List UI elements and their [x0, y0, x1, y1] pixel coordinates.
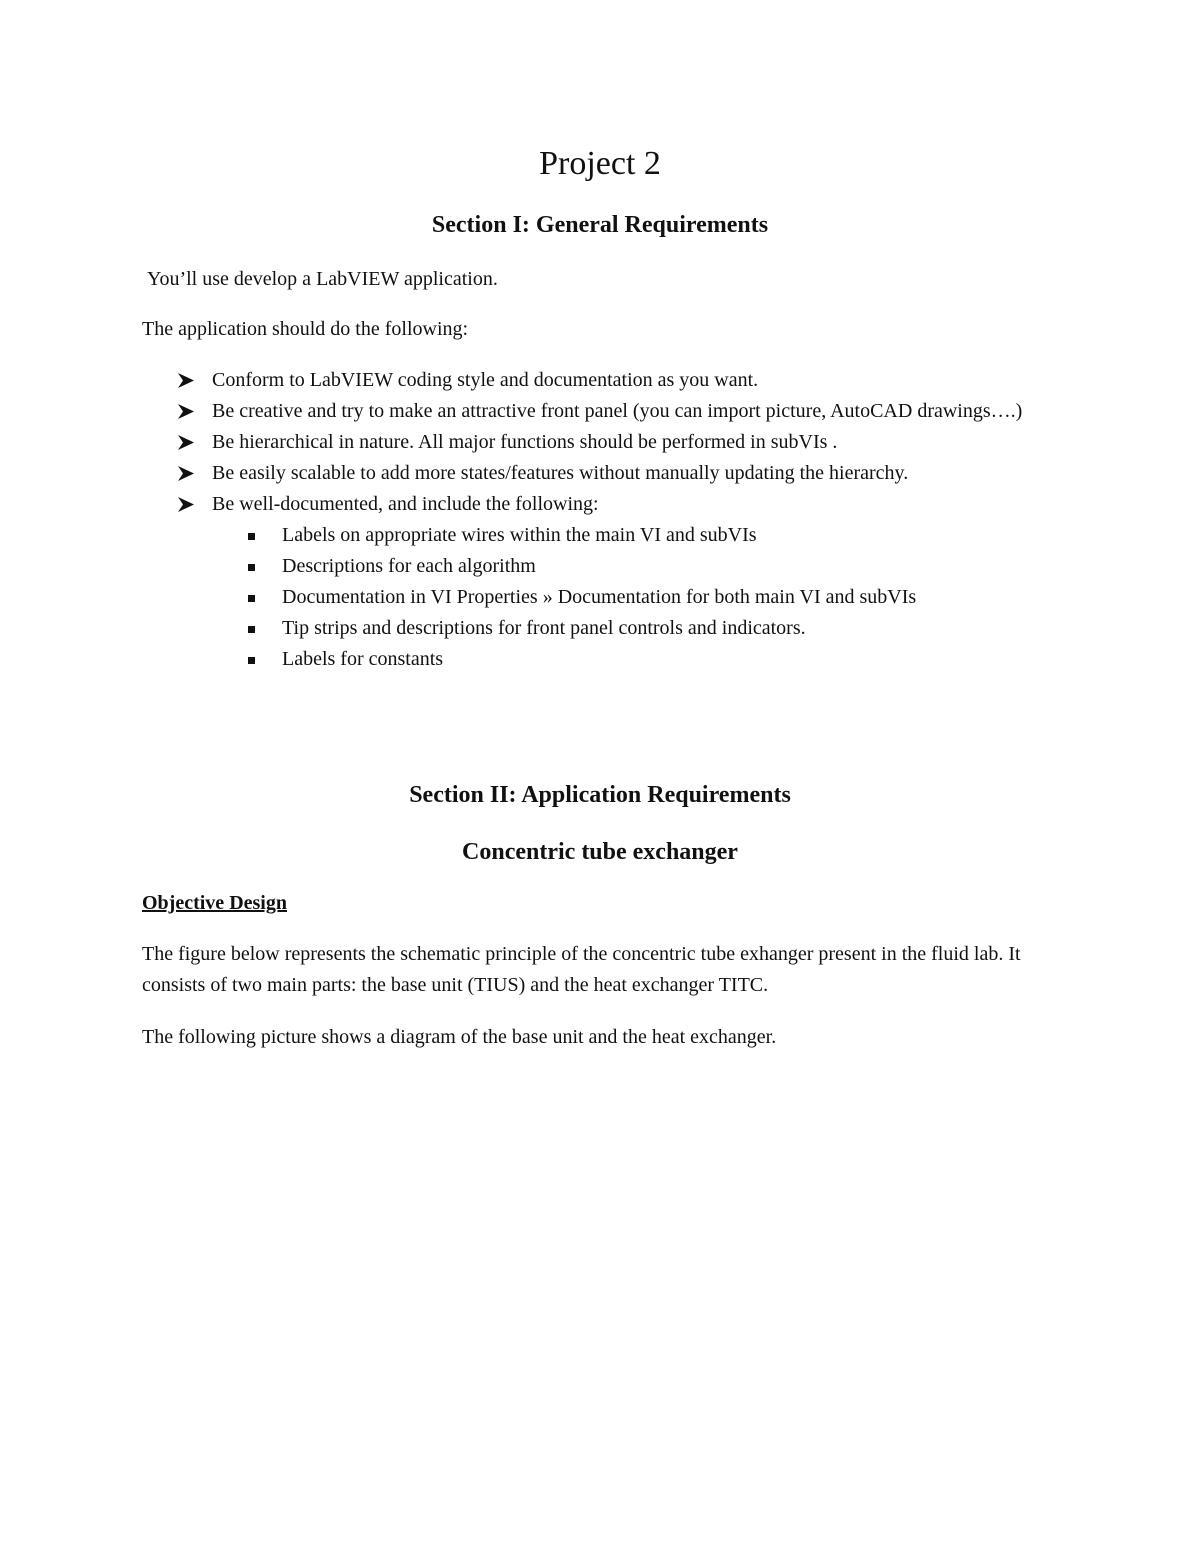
sublist-item	[212, 520, 1058, 551]
list-item	[178, 489, 1058, 675]
arrowhead-bullet-icon	[178, 404, 194, 419]
requirements-list	[178, 365, 1058, 675]
square-bullet-icon	[248, 564, 255, 571]
objective-design-heading: Objective Design	[142, 892, 287, 914]
sublist-item	[212, 644, 1058, 675]
documentation-sublist	[212, 520, 1058, 675]
sublist-item	[212, 551, 1058, 582]
arrowhead-bullet-icon	[178, 466, 194, 481]
sublist-item-text: Documentation in VI Properties » Documentation for both main VI and subVIs	[282, 586, 917, 608]
arrowhead-bullet-icon	[178, 373, 194, 388]
sublist-item-text: Tip strips and descriptions for front panel controls and indicators.	[282, 617, 806, 639]
section-2-heading: Section II: Application Requirements	[409, 782, 791, 808]
section-1-heading: Section I: General Requirements	[431, 212, 769, 238]
sublist-item	[212, 582, 1058, 613]
list-item-text: Be well-documented, and include the following:	[212, 493, 599, 515]
sublist-item-text: Labels on appropriate wires within the main VI and subVIs	[282, 524, 757, 546]
square-bullet-icon	[248, 657, 255, 664]
objective-paragraph-1: The figure below represents the schematic principle of the concentric tube exhanger present in the fluid lab. It consists of two main parts: the base unit (TIUS) and the heat exchanger TITC.	[142, 943, 1021, 996]
list-item-text: Conform to LabVIEW coding style and documentation as you want.	[212, 369, 759, 391]
sublist-item-text: Descriptions for each algorithm	[282, 555, 536, 577]
list-item-text: Be hierarchical in nature. All major functions should be performed in subVIs .	[212, 431, 838, 453]
intro-paragraph: You’ll use develop a LabVIEW application.	[147, 268, 498, 290]
list-item	[178, 396, 1058, 427]
square-bullet-icon	[248, 595, 255, 602]
objective-paragraph-2: The following picture shows a diagram of the base unit and the heat exchanger.	[142, 1026, 777, 1048]
section-2-subheading: Concentric tube exchanger	[462, 839, 738, 865]
list-item	[178, 365, 1058, 396]
list-item	[178, 427, 1058, 458]
lead-paragraph: The application should do the following:	[142, 318, 469, 340]
arrowhead-bullet-icon	[178, 435, 194, 450]
sublist-item-text: Labels for constants	[282, 648, 444, 670]
sublist-item	[212, 613, 1058, 644]
square-bullet-icon	[248, 626, 255, 633]
square-bullet-icon	[248, 533, 255, 540]
list-item-text: Be easily scalable to add more states/features without manually updating the hierarchy.	[212, 462, 909, 484]
list-item	[178, 458, 1058, 489]
arrowhead-bullet-icon	[178, 497, 194, 512]
page-title: Project 2	[539, 145, 661, 182]
list-item-text: Be creative and try to make an attractive front panel (you can import picture, AutoCAD drawings….)	[212, 400, 1023, 422]
